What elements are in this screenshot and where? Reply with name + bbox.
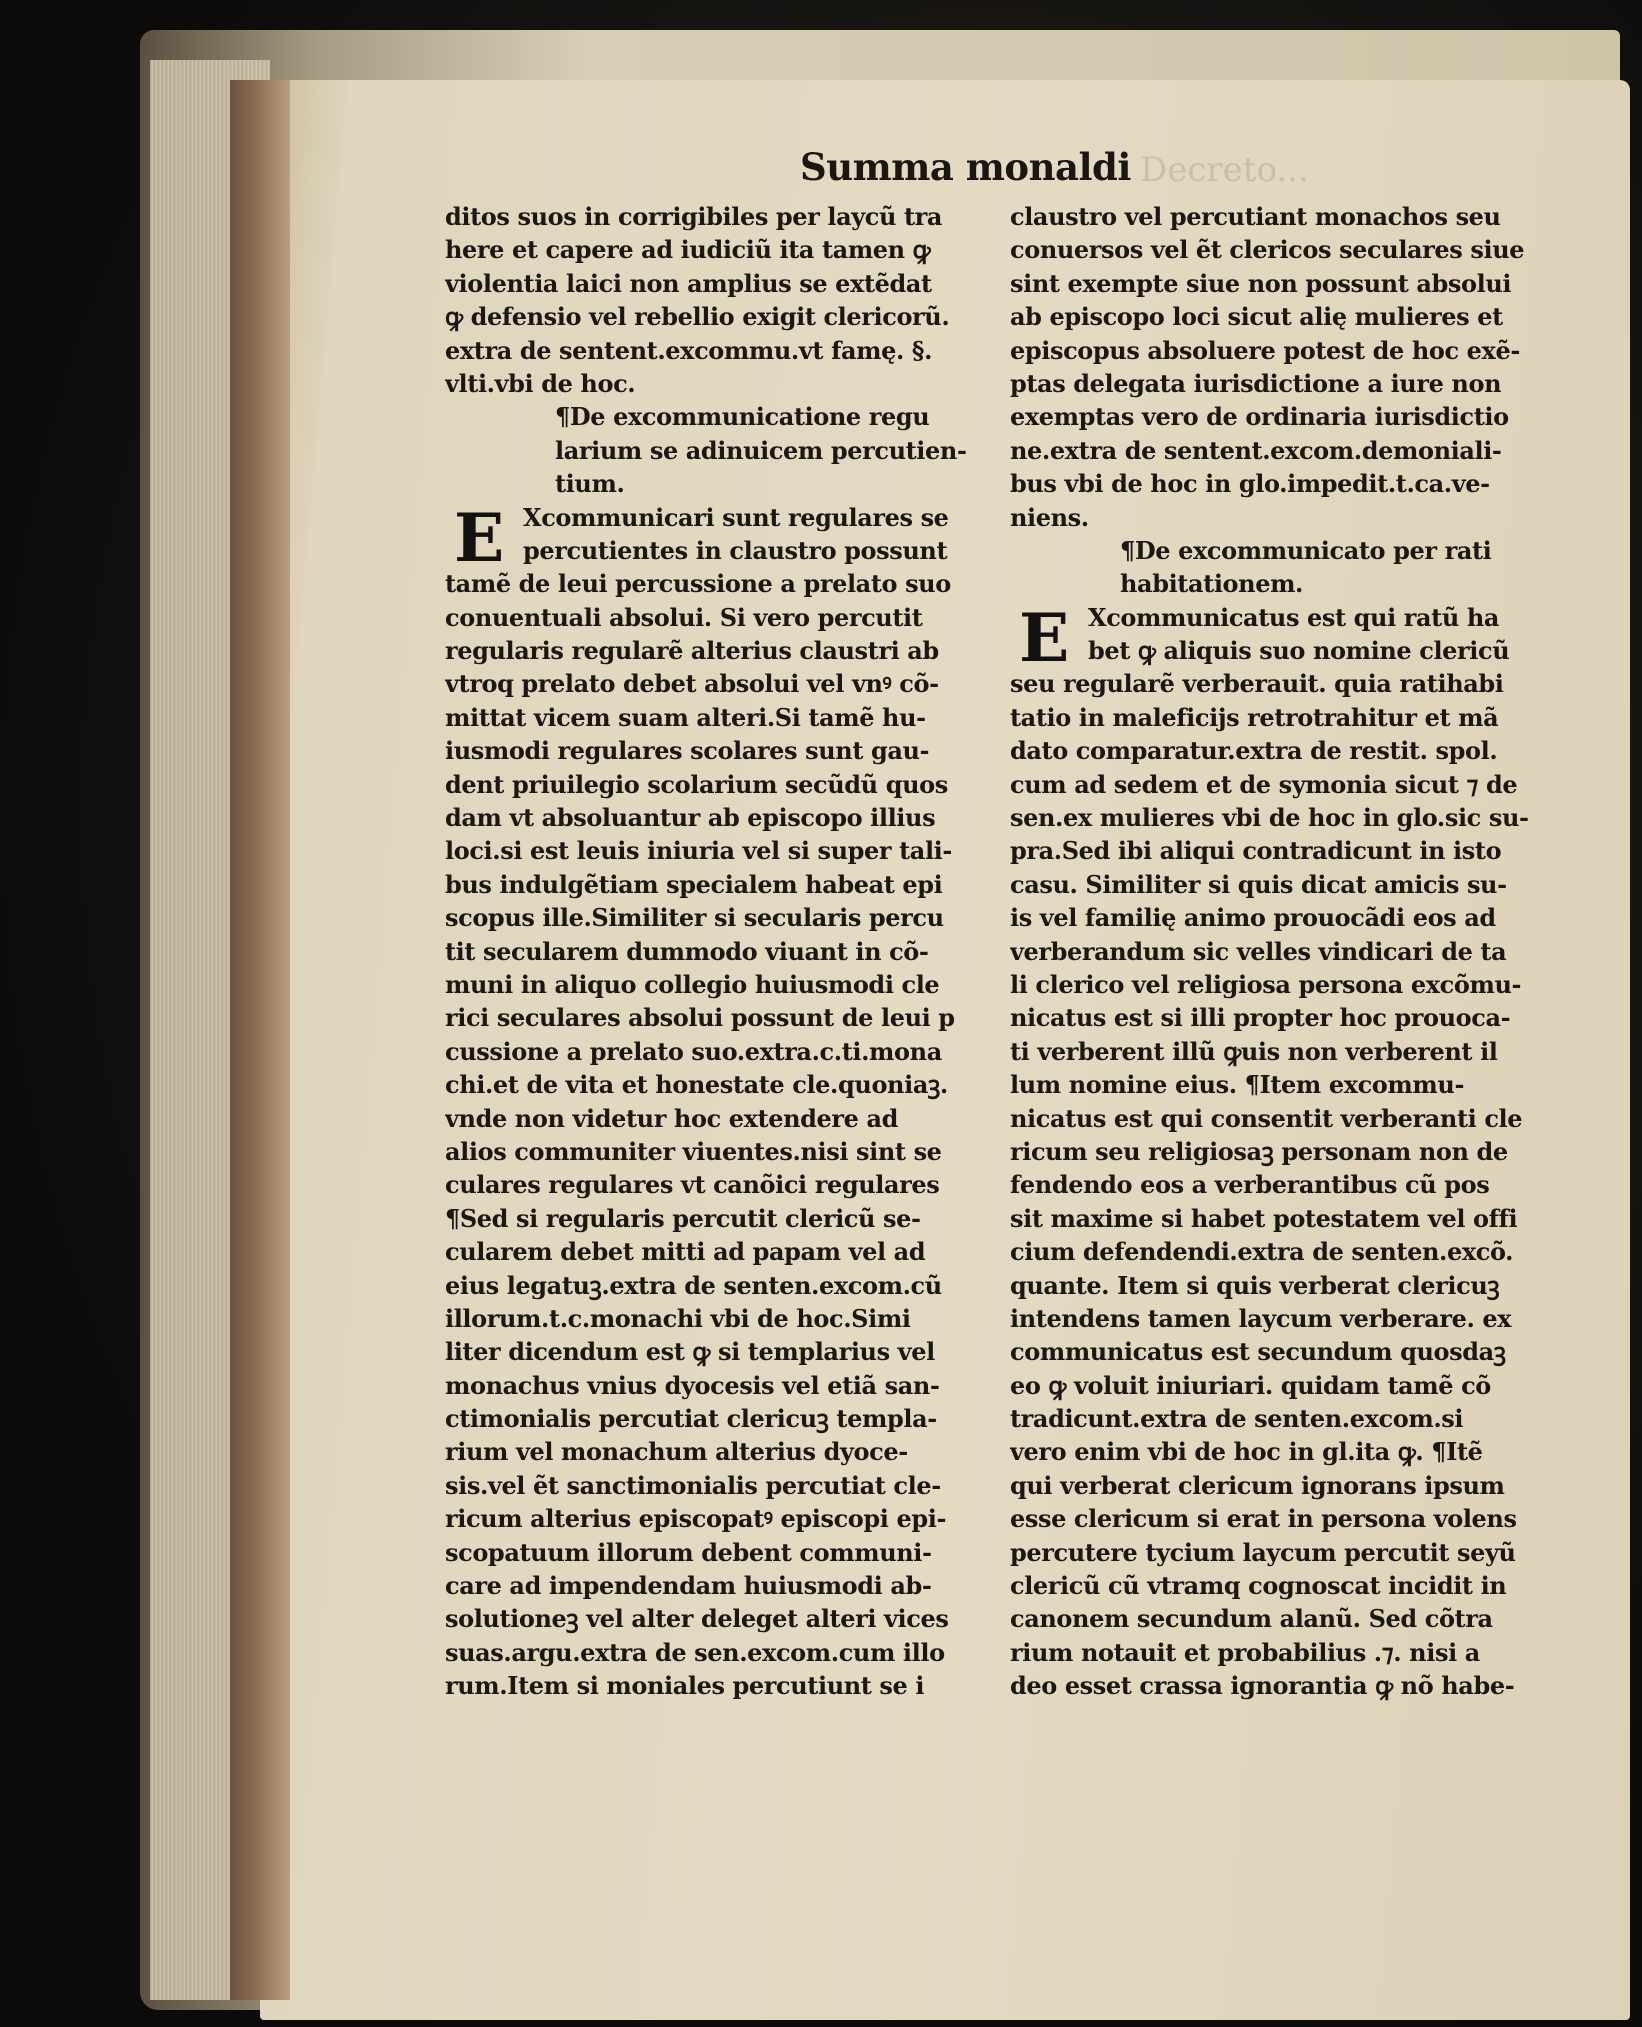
text-line: dam vt absoluantur ab episcopo illius <box>445 803 936 833</box>
text-line: quante. Item si quis verberat clericuꝫ <box>1010 1270 1500 1300</box>
page-gutter <box>230 80 290 2000</box>
text-line: ¶Sed si regularis percutit clericũ se- <box>445 1203 921 1233</box>
text-line: ne.extra de sentent.excom.demoniali- <box>1010 435 1502 465</box>
text-line: bet ꝙ aliquis suo nomine clericũ <box>1088 636 1510 666</box>
right-column <box>1010 200 1570 1703</box>
text-line: li clerico vel religiosa persona excõmu- <box>1010 969 1522 999</box>
left-column <box>445 200 1000 1703</box>
text-line: tradicunt.extra de senten.excom.si <box>1010 1404 1464 1434</box>
text-line: rum.Item si moniales percutiunt se i <box>445 1671 925 1701</box>
text-line: alios communiter viuentes.nisi sint se <box>445 1136 942 1166</box>
text-line: cularem debet mitti ad papam vel ad <box>445 1237 926 1267</box>
text-line: niens. <box>1010 502 1089 532</box>
text-line: canonem secundum alanũ. Sed cõtra <box>1010 1604 1493 1634</box>
text-line: solutioneꝫ vel alter deleget alteri vices <box>445 1604 949 1634</box>
running-title: Summa monaldi <box>800 145 1131 189</box>
text-line: episcopus absoluere potest de hoc exẽ- <box>1010 335 1520 365</box>
text-line: ctimonialis percutiat clericuꝫ templa- <box>445 1404 937 1434</box>
text-line: scopatuum illorum debent communi- <box>445 1537 932 1567</box>
text-line: ptas delegata iurisdictione a iure non <box>1010 368 1502 398</box>
text-line: communicatus est secundum quosdaꝫ <box>1010 1337 1506 1367</box>
text-line: rium notauit et probabilius .⁊. nisi a <box>1010 1637 1480 1667</box>
text-line: here et capere ad iudiciũ ita tamen ꝙ <box>445 235 931 265</box>
text-line: dent priuilegio scolarium secũdũ quos <box>445 769 948 799</box>
text-line: violentia laici non amplius se extẽdat <box>445 268 932 298</box>
text-line: vnde non videtur hoc extendere ad <box>445 1103 898 1133</box>
text-line: nicatus est si illi propter hoc prouoca- <box>1010 1003 1511 1033</box>
text-line: ricum seu religiosaꝫ personam non de <box>1010 1136 1508 1166</box>
rubric-heading: ¶De excommunicatione regu <box>555 402 930 432</box>
text-line: Xcommunicatus est qui ratũ ha <box>1088 602 1500 632</box>
text-line: tatio in maleficijs retrotrahitur et mã <box>1010 702 1499 732</box>
text-line: vero enim vbi de hoc in gl.ita ꝙ. ¶Itẽ <box>1010 1437 1483 1467</box>
text-line: ti verberent illũ ꝙuis non verberent il <box>1010 1036 1498 1066</box>
text-line: regularis regularẽ alterius claustri ab <box>445 636 939 666</box>
text-line: eius legatuꝫ.extra de senten.excom.cũ <box>445 1270 942 1300</box>
text-line: fendendo eos a verberantibus cũ pos <box>1010 1170 1490 1200</box>
text-line: bus indulgẽtiam specialem habeat epi <box>445 869 943 899</box>
text-line: deo esset crassa ignorantia ꝙ nõ habe- <box>1010 1671 1515 1701</box>
text-line: monachus vnius dyocesis vel etiã san- <box>445 1370 940 1400</box>
text-line: pra.Sed ibi aliqui contradicunt in isto <box>1010 836 1502 866</box>
text-line: ricum alterius episcopatꝰ episcopi epi- <box>445 1504 947 1534</box>
text-line: muni in aliquo collegio huiusmodi cle <box>445 969 940 999</box>
drop-capital: E <box>454 498 504 577</box>
text-line: esse clericum si erat in persona volens <box>1010 1504 1517 1534</box>
text-line: vtroq prelato debet absolui vel vnꝰ cõ- <box>445 669 939 699</box>
text-line: dato comparatur.extra de restit. spol. <box>1010 736 1498 766</box>
text-line: casu. Similiter si quis dicat amicis su- <box>1010 869 1507 899</box>
text-line: tamẽ de leui percussione a prelato suo <box>445 569 951 599</box>
rubric-heading: larium se adinuicem percutien- <box>555 435 967 465</box>
text-line: sint exempte siue non possunt absolui <box>1010 268 1512 298</box>
text-line: scopus ille.Similiter si secularis percu <box>445 903 944 933</box>
text-line: vlti.vbi de hoc. <box>445 368 636 398</box>
text-line: qui verberat clericum ignorans ipsum <box>1010 1470 1505 1500</box>
text-line: ditos suos in corrigibiles per laycũ tra <box>445 202 943 231</box>
text-line: rici seculares absolui possunt de leui p <box>445 1003 955 1033</box>
text-line: bus vbi de hoc in glo.impedit.t.ca.ve- <box>1010 469 1490 499</box>
text-line: verberandum sic velles vindicari de ta <box>1010 936 1507 966</box>
text-line: sis.vel ẽt sanctimonialis percutiat cle- <box>445 1470 941 1500</box>
rubric-heading: habitationem. <box>1120 569 1304 599</box>
rubric-heading: tium. <box>555 469 625 499</box>
text-line: loci.si est leuis iniuria vel si super tali- <box>445 836 952 866</box>
text-line: Xcommunicari sunt regulares se <box>523 502 949 532</box>
text-line: seu regularẽ verberauit. quia ratihabi <box>1010 669 1504 699</box>
text-line: mittat vicem suam alteri.Si tamẽ hu- <box>445 702 926 732</box>
text-line: eo ꝙ voluit iniuriari. quidam tamẽ cõ <box>1010 1370 1491 1400</box>
text-line: exemptas vero de ordinaria iurisdictio <box>1010 402 1509 432</box>
bleed-through-text: Decreto... <box>1140 150 1309 190</box>
text-line: liter dicendum est ꝙ si templarius vel <box>445 1337 935 1367</box>
text-line: extra de sentent.excommu.vt famę. §. <box>445 335 933 365</box>
text-line: conuentuali absolui. Si vero percutit <box>445 602 923 632</box>
text-line: sen.ex mulieres vbi de hoc in glo.sic su- <box>1010 803 1529 833</box>
text-line: sit maxime si habet potestatem vel offi <box>1010 1203 1518 1233</box>
text-line: clericũ cũ vtramq cognoscat incidit in <box>1010 1571 1507 1601</box>
text-line: tit secularem dummodo viuant in cõ- <box>445 936 929 966</box>
text-line: cussione a prelato suo.extra.c.ti.mona <box>445 1036 942 1066</box>
text-line: cium defendendi.extra de senten.excõ. <box>1010 1237 1514 1267</box>
text-line: percutere tycium laycum percutit seyũ <box>1010 1537 1516 1567</box>
text-line: nicatus est qui consentit verberanti cle <box>1010 1103 1523 1133</box>
text-line: ab episcopo loci sicut alię mulieres et <box>1010 302 1503 332</box>
drop-capital: E <box>1019 598 1069 677</box>
text-line: intendens tamen laycum verberare. ex <box>1010 1303 1512 1333</box>
rubric-heading: ¶De excommunicato per rati <box>1120 535 1492 565</box>
text-line: lum nomine eius. ¶Item excommu- <box>1010 1070 1465 1100</box>
text-line: percutientes in claustro possunt <box>523 535 948 565</box>
text-line: ꝙ defensio vel rebellio exigit clericorũ. <box>445 302 950 332</box>
text-line: cum ad sedem et de symonia sicut ⁊ de <box>1010 769 1518 799</box>
text-line: iusmodi regulares scolares sunt gau- <box>445 736 930 766</box>
text-line: conuersos vel ẽt clericos seculares siue <box>1010 235 1525 265</box>
text-line: suas.argu.extra de sen.excom.cum illo <box>445 1637 945 1667</box>
text-line: culares regulares vt canõici regulares <box>445 1170 940 1200</box>
text-line: illorum.t.c.monachi vbi de hoc.Simi <box>445 1303 911 1333</box>
text-line: rium vel monachum alterius dyoce- <box>445 1437 908 1467</box>
text-line: chi.et de vita et honestate cle.quoniaꝫ. <box>445 1070 948 1100</box>
text-line: care ad impendendam huiusmodi ab- <box>445 1571 932 1601</box>
text-line: is vel familię animo prouocãdi eos ad <box>1010 903 1496 933</box>
text-line: claustro vel percutiant monachos seu <box>1010 202 1501 231</box>
